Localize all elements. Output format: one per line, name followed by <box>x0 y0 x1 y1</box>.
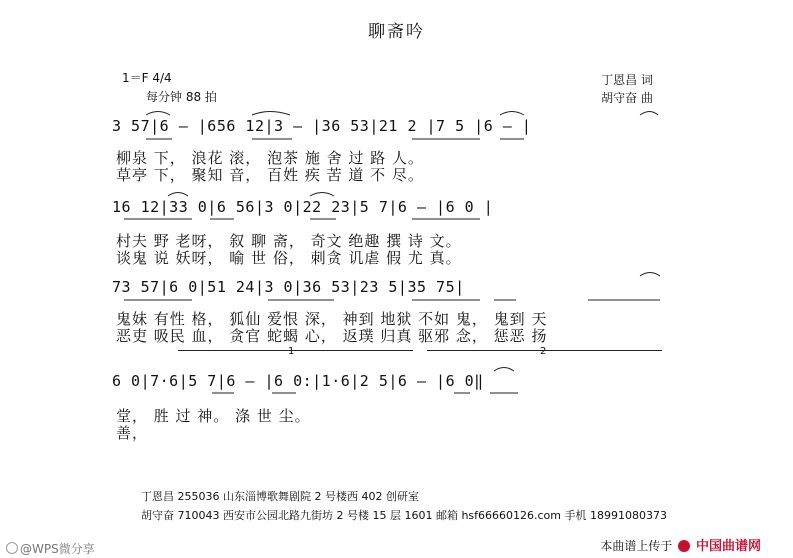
footer-contact-composer: 胡守奋 710043 西安市公园北路九街坊 2 号楼 15 层 1601 邮箱 hsf66660126.com 手机 18991080373 <box>141 509 667 522</box>
lyrics-line-2-verse-2: 谈鬼 说 妖呀， 喻 世 俗， 刺贪 讥虐 假 尤 真。 <box>116 249 462 267</box>
volta-bracket-1 <box>178 350 413 361</box>
lyrics-line-2-verse-1: 村夫 野 老呀， 叙 聊 斋， 奇文 绝趣 撰 诗 文。 <box>116 232 462 250</box>
composer-credit: 胡守奋 曲 <box>601 91 653 105</box>
brand-logo-icon <box>678 540 690 552</box>
score-line-3: 73 57|6 0|51 24|3 0|36 53|23 5|35 75| <box>112 278 465 296</box>
lyrics-line-3-verse-2: 恶吏 吸民 血， 贪官 蛇蝎 心， 返璞 归真 驱邪 念， 惩恶 扬 <box>116 327 548 345</box>
score-line-2: 16 12|33 0|6 56|3 0|22 23|5 7|6 — |6 0 | <box>112 198 494 216</box>
lyrics-line-1-verse-2: 草亭 下， 聚知 音， 百姓 疾 苦 道 不 尽。 <box>116 166 424 184</box>
score-line-1: 3 57|6 — |656 12|3 — |36 53|21 2 |7 5 |6 — | <box>112 117 532 135</box>
wps-watermark-text: @WPS微分享 <box>20 542 95 556</box>
footer-contact-lyricist: 丁恩昌 255036 山东淄博歌舞剧院 2 号楼西 402 创研室 <box>141 490 419 503</box>
tempo-marking: 每分钟 88 拍 <box>146 90 217 104</box>
brand-name[interactable]: 中国曲谱网 <box>695 539 761 554</box>
page-title: 聊斋吟 <box>368 22 425 42</box>
volta-2-label: 2 <box>540 346 547 357</box>
lyrics-line-4-verse-1: 堂， 胜 过 神。 涤 世 尘。 <box>116 407 311 425</box>
lyrics-line-1-verse-1: 柳泉 下， 浪花 滚， 泡茶 施 舍 过 路 人。 <box>116 149 424 167</box>
lyrics-line-3-verse-1: 鬼妹 有性 格， 狐仙 爱恨 深， 神到 地狱 不如 鬼， 鬼到 天 <box>116 310 548 328</box>
upload-note <box>600 535 761 554</box>
lyricist-credit: 丁恩昌 词 <box>601 73 653 87</box>
key-signature: 1＝F 4/4 <box>122 71 172 85</box>
volta-1-label: 1 <box>288 346 295 357</box>
wps-icon <box>6 542 18 554</box>
upload-note-text: 本曲谱上传于 <box>600 539 673 553</box>
score-line-4: 6 0|7·6|5 7|6 — |6 0:|1·6|2 5|6 — |6 0‖ <box>112 372 484 390</box>
lyrics-line-4-verse-2: 善， <box>116 424 149 442</box>
wps-watermark <box>6 540 95 557</box>
